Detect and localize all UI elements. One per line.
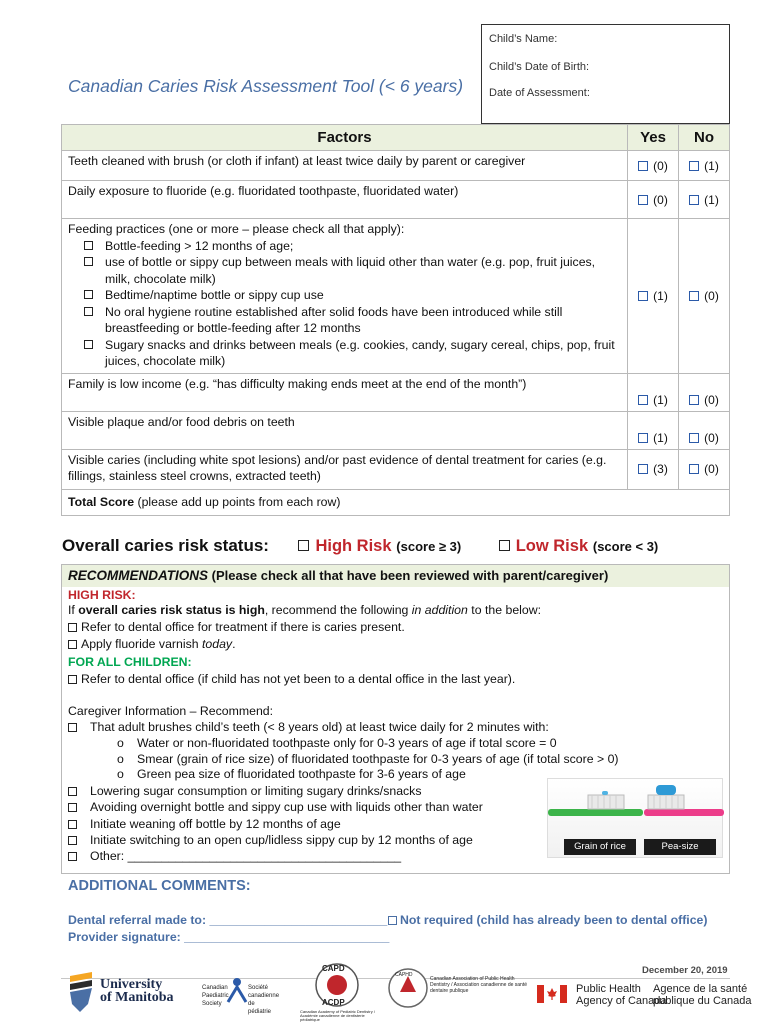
checkbox-icon[interactable] — [68, 836, 77, 845]
all-children-item[interactable]: Refer to dental office (if child has not yet been to a dental office in the last year). — [68, 672, 515, 686]
checkbox-icon[interactable] — [84, 257, 93, 266]
university-crest-icon — [66, 970, 96, 1014]
no-cell[interactable] — [679, 411, 730, 449]
factor-text: Family is low income (e.g. “has difficulty making ends meet at the end of the month”) — [62, 373, 628, 411]
overall-risk-status — [62, 536, 730, 556]
total-row — [62, 489, 730, 515]
high-risk-checkbox[interactable] — [298, 540, 309, 551]
checkbox-icon[interactable] — [689, 195, 699, 205]
yes-header: Yes — [628, 125, 679, 151]
cps-english-name: Canadian Paediatric Society — [202, 985, 229, 1007]
high-risk-item[interactable]: Apply fluoride varnish today. — [68, 637, 236, 651]
checkbox-icon[interactable] — [68, 787, 77, 796]
no-score: (0) — [704, 430, 719, 445]
cps-logo — [202, 976, 280, 1015]
high-risk-intro: If overall caries risk status is high, recommend the following in addition to the below: — [68, 603, 542, 617]
yes-cell[interactable] — [628, 151, 679, 181]
yes-cell[interactable] — [628, 411, 679, 449]
no-score: (0) — [704, 462, 719, 476]
cps-french-name: Société canadienne de pédiatrie — [248, 985, 280, 1015]
caregiver-heading: Caregiver Information – Recommend: — [68, 704, 274, 718]
toothpaste-sub-item: o Water or non-fluoridated toothpaste only for 0-3 years of age if total score = 0 — [117, 736, 557, 750]
no-score: (0) — [704, 288, 719, 303]
checkbox-icon[interactable] — [84, 307, 93, 316]
grain-of-rice-label: Grain of rice — [564, 839, 636, 855]
provider-signature-field[interactable]: Provider signature: ______________________________ — [68, 930, 390, 944]
table-row — [62, 219, 730, 374]
caregiver-item[interactable]: Lowering sugar consumption or limiting sugary drinks/snacks — [68, 784, 421, 798]
checkbox-icon[interactable] — [638, 464, 648, 474]
checkbox-icon[interactable] — [68, 675, 77, 684]
total-score-note: (please add up points from each row) — [134, 494, 341, 509]
university-name: University of Manitoba — [100, 977, 174, 1005]
high-risk-heading: HIGH RISK: — [68, 588, 136, 602]
factor-text: Visible caries (including white spot lesions) and/or past evidence of dental treatment for caries (e.g. fillings, stainless steel crowns, extracted teeth) — [62, 449, 628, 489]
feeding-item[interactable]: use of bottle or sippy cup between meals with liquid other than water (e.g. pop, fruit juices, milk, chocolate milk) — [68, 254, 621, 287]
capd-logo — [300, 962, 375, 1022]
checkbox-icon[interactable] — [689, 464, 699, 474]
checkbox-icon[interactable] — [68, 852, 77, 861]
total-score-cell[interactable] — [62, 489, 730, 515]
no-header: No — [679, 125, 730, 151]
no-cell[interactable] — [679, 449, 730, 489]
high-risk-item[interactable]: Refer to dental office for treatment if there is caries present. — [68, 620, 405, 634]
yes-score: (0) — [653, 158, 668, 173]
phac-french: Agence de la santé publique du Canada — [653, 983, 752, 1007]
caregiver-item[interactable]: Avoiding overnight bottle and sippy cup use with liquids other than water — [68, 800, 483, 814]
document-date: December 20, 2019 — [642, 965, 728, 976]
table-row — [62, 411, 730, 449]
no-cell[interactable] — [679, 151, 730, 181]
checkbox-icon[interactable] — [84, 290, 93, 299]
checkbox-icon[interactable] — [638, 291, 648, 301]
checkbox-icon[interactable] — [68, 640, 77, 649]
no-score: (0) — [704, 392, 719, 407]
checkbox-icon[interactable] — [84, 241, 93, 250]
toothbrush-illustration — [547, 778, 723, 858]
factor-text: Teeth cleaned with brush (or cloth if infant) at least twice daily by parent or caregiver — [62, 151, 628, 181]
pea-size-label: Pea-size — [644, 839, 716, 855]
checkbox-icon[interactable] — [68, 623, 77, 632]
capd-text: CAPD — [322, 964, 345, 973]
phac-english: Public Health Agency of Canada — [576, 983, 667, 1007]
factor-text: Visible plaque and/or food debris on teeth — [62, 411, 628, 449]
yes-score: (0) — [653, 192, 668, 207]
yes-cell[interactable] — [628, 219, 679, 374]
page-title: Canadian Caries Risk Assessment Tool (< 6 years) — [68, 76, 464, 96]
low-risk-note: (score < 3) — [592, 539, 659, 554]
checkbox-icon[interactable] — [84, 340, 93, 349]
checkbox-icon[interactable] — [638, 433, 648, 443]
not-required-option[interactable]: Not required (child has already been to dental office) — [388, 913, 707, 927]
toothpaste-sub-item: o Smear (grain of rice size) of fluoridated toothpaste for 0-3 years of age (if total score > 0) — [117, 752, 619, 766]
checkbox-icon[interactable] — [68, 820, 77, 829]
feeding-item[interactable]: Bottle-feeding > 12 months of age; — [68, 238, 621, 255]
checkbox-icon[interactable] — [689, 291, 699, 301]
no-score: (1) — [704, 158, 719, 173]
total-score-label: Total Score — [68, 494, 135, 509]
factors-table — [61, 124, 730, 516]
table-row — [62, 151, 730, 181]
checkbox-icon[interactable] — [388, 916, 397, 925]
no-cell[interactable] — [679, 373, 730, 411]
yes-cell[interactable] — [628, 373, 679, 411]
checkbox-icon[interactable] — [68, 723, 77, 732]
yes-score: (1) — [653, 288, 668, 303]
low-risk-checkbox[interactable] — [499, 540, 510, 551]
checkbox-icon[interactable] — [638, 195, 648, 205]
capd-note: Canadian Academy of Pediatric Dentistry / Académie canadienne de dentisterie pédiatrique — [300, 1009, 375, 1022]
acdp-text: ACDP — [322, 998, 345, 1007]
toothpaste-sub-item: o Green pea size of fluoridated toothpaste for 3-6 years of age — [117, 767, 466, 781]
caphd-acronym: CAPHD — [395, 972, 413, 978]
yes-cell[interactable] — [628, 449, 679, 489]
overall-label: Overall caries risk status: — [62, 536, 269, 555]
child-name-label: Child’s Name: — [489, 33, 558, 45]
low-risk-label: Low Risk — [515, 537, 589, 555]
no-cell[interactable] — [679, 219, 730, 374]
checkbox-icon[interactable] — [638, 161, 648, 171]
yes-score: (1) — [653, 392, 668, 407]
factor-text: Feeding practices (one or more – please check all that apply): — [68, 222, 405, 236]
table-row — [62, 449, 730, 489]
recommendations-header — [62, 565, 729, 587]
feeding-item[interactable]: Bedtime/naptime bottle or sippy cup use — [68, 287, 621, 304]
factors-header: Factors — [62, 125, 628, 151]
recommendations-note: (Please check all that have been reviewed with parent/caregiver) — [208, 568, 609, 583]
caregiver-item[interactable]: Initiate switching to an open cup/lidless sippy cup by 12 months of age — [68, 833, 473, 847]
university-of-manitoba-logo — [66, 970, 176, 1016]
all-children-heading: FOR ALL CHILDREN: — [68, 655, 192, 669]
table-row — [62, 181, 730, 219]
checkbox-icon[interactable] — [689, 395, 699, 405]
factor-text: Daily exposure to fluoride (e.g. fluoridated toothpaste, fluoridated water) — [62, 181, 628, 219]
caregiver-item[interactable]: Initiate weaning off bottle by 12 months of age — [68, 817, 341, 831]
dental-referral-field[interactable]: Dental referral made to: __________________________ — [68, 913, 388, 927]
no-score: (1) — [704, 192, 719, 207]
recommendations-title: RECOMMENDATIONS — [68, 568, 208, 583]
yes-score: (3) — [653, 462, 668, 476]
no-cell[interactable] — [679, 181, 730, 219]
caregiver-item-other[interactable]: Other: ________________________________________ — [68, 849, 401, 863]
child-dob-label: Child’s Date of Birth: — [489, 61, 590, 73]
table-row — [62, 373, 730, 411]
feeding-item[interactable]: Sugary snacks and drinks between meals (e.g. cookies, candy, sugary cereal, chips, pop, fruit juices, chocolate milk) — [68, 337, 621, 370]
additional-comments-heading: ADDITIONAL COMMENTS: — [68, 878, 251, 894]
toothbrush-icon — [548, 779, 724, 839]
checkbox-icon[interactable] — [68, 803, 77, 812]
checkbox-icon[interactable] — [638, 395, 648, 405]
checkbox-icon[interactable] — [689, 433, 699, 443]
yes-score: (1) — [653, 430, 668, 445]
caphd-seal-logo — [388, 966, 428, 1010]
caphd-text: Canadian Association of Public Health Dentistry / Association canadienne de santé dentaire publique — [430, 976, 528, 994]
high-risk-label: High Risk — [315, 537, 392, 555]
caregiver-item[interactable]: That adult brushes child’s teeth (< 8 years old) at least twice daily for 2 minutes with: — [68, 720, 549, 734]
checkbox-icon[interactable] — [689, 161, 699, 171]
patient-info-box — [481, 24, 730, 124]
feeding-item[interactable]: No oral hygiene routine established after solid foods have been introduced while still breastfeeding or bottle-feeding after 12 months — [68, 304, 621, 337]
yes-cell[interactable] — [628, 181, 679, 219]
feeding-practices-cell — [62, 219, 628, 374]
high-risk-note: (score ≥ 3) — [396, 539, 462, 554]
assessment-date-label: Date of Assessment: — [489, 87, 590, 99]
canada-flag-icon — [537, 985, 567, 1003]
